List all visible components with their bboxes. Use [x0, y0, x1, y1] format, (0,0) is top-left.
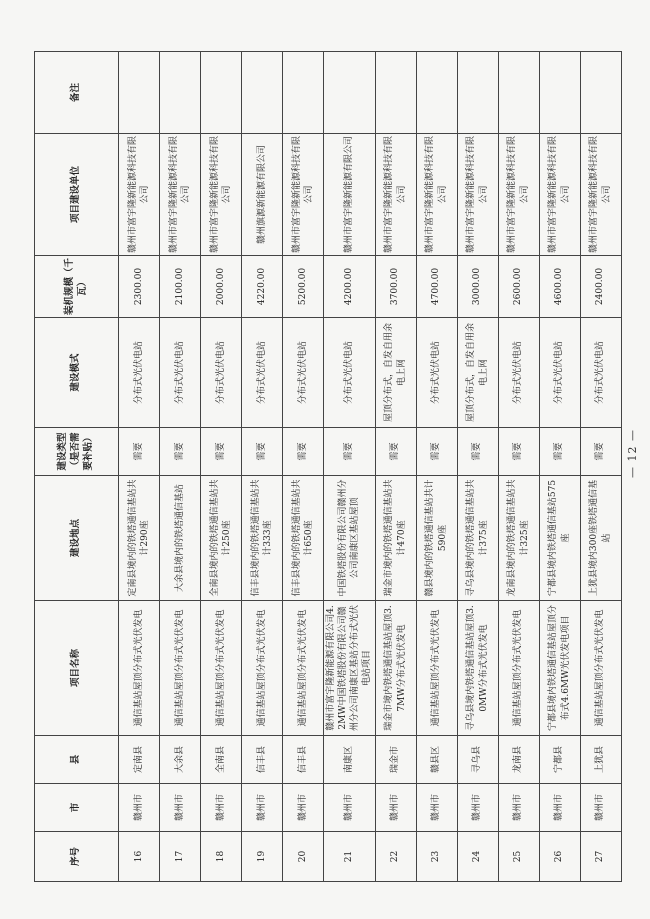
table-row	[498, 52, 539, 882]
cell-company: 赣州市富宇隆新能源科技有限公司	[283, 134, 324, 256]
cell-capacity: 4220.00	[242, 256, 283, 318]
cell-company: 赣州市富宇隆新能源科技有限公司	[119, 134, 160, 256]
cell-capacity: 4600.00	[539, 256, 580, 318]
cell-county: 南康区	[324, 736, 376, 784]
table-header-row	[35, 52, 119, 882]
cell-company: 赣州市富宇隆新能源科技有限公司	[539, 134, 580, 256]
cell-project-name: 寻乌县境内铁塔通信基站屋顶3.0MW分布式光伏发电	[457, 601, 498, 736]
cell-capacity: 2100.00	[160, 256, 201, 318]
header-location: 建设地点	[35, 476, 119, 601]
cell-location: 定南县境内的铁塔通信基站共计290座	[119, 476, 160, 601]
header-seq: 序号	[35, 832, 119, 882]
cell-mode: 分布式光伏电站	[498, 318, 539, 428]
cell-remark	[580, 52, 621, 134]
cell-mode: 分布式光伏电站	[119, 318, 160, 428]
header-capacity: 装机规模（千瓦）	[35, 256, 119, 318]
cell-remark	[242, 52, 283, 134]
cell-location: 赣县境内的铁塔通信基站共计590座	[416, 476, 457, 601]
cell-company: 赣州市富宇隆新能源科技有限公司	[201, 134, 242, 256]
cell-city: 赣州市	[201, 784, 242, 832]
cell-mode: 屋顶分布式，自发自用余电上网	[375, 318, 416, 428]
cell-company: 赣州市富宇隆新能源科技有限公司	[457, 134, 498, 256]
cell-city: 赣州市	[457, 784, 498, 832]
cell-mode: 分布式光伏电站	[283, 318, 324, 428]
cell-seq: 18	[201, 832, 242, 882]
cell-seq: 20	[283, 832, 324, 882]
cell-location: 全南县境内的铁塔通信基站共计250座	[201, 476, 242, 601]
cell-location: 瑞金市境内的铁塔通信基站共计470座	[375, 476, 416, 601]
table-row	[324, 52, 376, 882]
cell-location: 上犹县境内300座铁塔通信基站	[580, 476, 621, 601]
cell-city: 赣州市	[580, 784, 621, 832]
cell-location: 寻乌县境内的铁塔通信基站共计375座	[457, 476, 498, 601]
cell-capacity: 5200.00	[283, 256, 324, 318]
cell-type: 需要	[119, 428, 160, 476]
cell-mode: 分布式光伏电站	[242, 318, 283, 428]
cell-project-name: 通信基站屋顶分布式光伏发电	[160, 601, 201, 736]
cell-county: 信丰县	[242, 736, 283, 784]
cell-mode: 分布式光伏电站	[539, 318, 580, 428]
cell-project-name: 通信基站屋顶分布式光伏发电	[242, 601, 283, 736]
cell-seq: 16	[119, 832, 160, 882]
cell-city: 赣州市	[498, 784, 539, 832]
cell-type: 需要	[539, 428, 580, 476]
cell-county: 全南县	[201, 736, 242, 784]
table-row	[160, 52, 201, 882]
cell-location: 大余县境内的铁塔通信基站	[160, 476, 201, 601]
cell-type: 需要	[160, 428, 201, 476]
cell-county: 宁都县	[539, 736, 580, 784]
header-county: 县	[35, 736, 119, 784]
table-row	[416, 52, 457, 882]
cell-remark	[457, 52, 498, 134]
cell-project-name: 通信基站屋顶分布式光伏发电	[416, 601, 457, 736]
table-row	[283, 52, 324, 882]
cell-seq: 22	[375, 832, 416, 882]
table-row	[375, 52, 416, 882]
cell-remark	[324, 52, 376, 134]
cell-remark	[539, 52, 580, 134]
cell-company: 赣州市富宇隆新能源有限公司	[324, 134, 376, 256]
cell-county: 瑞金市	[375, 736, 416, 784]
cell-capacity: 4200.00	[324, 256, 376, 318]
cell-remark	[498, 52, 539, 134]
cell-capacity: 2400.00	[580, 256, 621, 318]
header-city: 市	[35, 784, 119, 832]
cell-seq: 27	[580, 832, 621, 882]
cell-mode: 屋顶分布式，自发自用余电上网	[457, 318, 498, 428]
cell-capacity: 3000.00	[457, 256, 498, 318]
cell-mode: 分布式光伏电站	[416, 318, 457, 428]
cell-remark	[119, 52, 160, 134]
cell-type: 需要	[457, 428, 498, 476]
cell-city: 赣州市	[416, 784, 457, 832]
cell-mode: 分布式光伏电站	[160, 318, 201, 428]
cell-seq: 24	[457, 832, 498, 882]
cell-company: 赣州市富宇隆新能源科技有限公司	[580, 134, 621, 256]
cell-type: 需要	[580, 428, 621, 476]
cell-company: 赣州市富宇隆新能源科技有限公司	[416, 134, 457, 256]
cell-type: 需要	[498, 428, 539, 476]
cell-location: 信丰县境内的铁塔通信基站共计333座	[242, 476, 283, 601]
cell-city: 赣州市	[539, 784, 580, 832]
cell-capacity: 2600.00	[498, 256, 539, 318]
table-row	[457, 52, 498, 882]
cell-city: 赣州市	[242, 784, 283, 832]
cell-location: 宁都县境内铁塔通信基站575座	[539, 476, 580, 601]
cell-project-name: 瑞金市境内铁塔通信基站屋顶3.7MW分布式光伏发电	[375, 601, 416, 736]
cell-seq: 23	[416, 832, 457, 882]
cell-city: 赣州市	[160, 784, 201, 832]
table-row	[119, 52, 160, 882]
cell-remark	[160, 52, 201, 134]
cell-type: 需要	[375, 428, 416, 476]
cell-remark	[375, 52, 416, 134]
cell-county: 大余县	[160, 736, 201, 784]
cell-remark	[201, 52, 242, 134]
cell-county: 定南县	[119, 736, 160, 784]
table-row	[539, 52, 580, 882]
header-mode: 建设模式	[35, 318, 119, 428]
cell-company: 赣州市富宇隆新能源科技有限公司	[375, 134, 416, 256]
cell-project-name: 通信基站屋顶分布式光伏发电	[201, 601, 242, 736]
cell-type: 需要	[283, 428, 324, 476]
cell-seq: 26	[539, 832, 580, 882]
cell-county: 赣县区	[416, 736, 457, 784]
header-project-name: 项目名称	[35, 601, 119, 736]
project-table	[34, 51, 622, 882]
cell-remark	[416, 52, 457, 134]
cell-project-name: 通信基站屋顶分布式光伏发电	[283, 601, 324, 736]
cell-capacity: 2300.00	[119, 256, 160, 318]
header-company: 项目建设单位	[35, 134, 119, 256]
table-row	[242, 52, 283, 882]
header-type: 建设类型（是否需要补贴）	[35, 428, 119, 476]
cell-county: 信丰县	[283, 736, 324, 784]
cell-type: 需要	[242, 428, 283, 476]
cell-project-name: 通信基站屋顶分布式光伏发电	[119, 601, 160, 736]
cell-project-name: 赣州市富宇隆新能源有限公司4.2MW中国铁塔股份有限公司赣州分公司南康区基站分布式光伏电站项目	[324, 601, 376, 736]
cell-location: 龙南县境内的铁塔通信基站共计325座	[498, 476, 539, 601]
cell-project-name: 通信基站屋顶分布式光伏发电	[580, 601, 621, 736]
header-remark: 备注	[35, 52, 119, 134]
cell-capacity: 3700.00	[375, 256, 416, 318]
rotated-table-wrapper	[34, 52, 610, 882]
cell-project-name: 宁都县境内铁塔通信基站屋顶分布式4.6MW光伏发电项目	[539, 601, 580, 736]
cell-location: 中国铁塔股份有限公司赣州分公司南康区基站屋顶	[324, 476, 376, 601]
cell-seq: 25	[498, 832, 539, 882]
cell-remark	[283, 52, 324, 134]
cell-mode: 分布式光伏电站	[324, 318, 376, 428]
cell-city: 赣州市	[283, 784, 324, 832]
cell-capacity: 4700.00	[416, 256, 457, 318]
cell-seq: 21	[324, 832, 376, 882]
cell-capacity: 2000.00	[201, 256, 242, 318]
cell-mode: 分布式光伏电站	[201, 318, 242, 428]
table-row	[580, 52, 621, 882]
cell-city: 赣州市	[324, 784, 376, 832]
table-body	[119, 52, 622, 882]
cell-city: 赣州市	[375, 784, 416, 832]
cell-company: 赣州市富宇隆新能源科技有限公司	[498, 134, 539, 256]
cell-company: 赣州旗源新能源有限公司	[242, 134, 283, 256]
cell-county: 寻乌县	[457, 736, 498, 784]
cell-county: 龙南县	[498, 736, 539, 784]
cell-project-name: 通信基站屋顶分布式光伏发电	[498, 601, 539, 736]
cell-city: 赣州市	[119, 784, 160, 832]
cell-seq: 19	[242, 832, 283, 882]
cell-seq: 17	[160, 832, 201, 882]
cell-type: 需要	[324, 428, 376, 476]
cell-type: 需要	[201, 428, 242, 476]
cell-location: 信丰县境内的铁塔通信基站共计650座	[283, 476, 324, 601]
cell-type: 需要	[416, 428, 457, 476]
cell-mode: 分布式光伏电站	[580, 318, 621, 428]
page-number: — 12 —	[626, 429, 639, 478]
table-row	[201, 52, 242, 882]
cell-company: 赣州市富宇隆新能源科技有限公司	[160, 134, 201, 256]
cell-county: 上犹县	[580, 736, 621, 784]
